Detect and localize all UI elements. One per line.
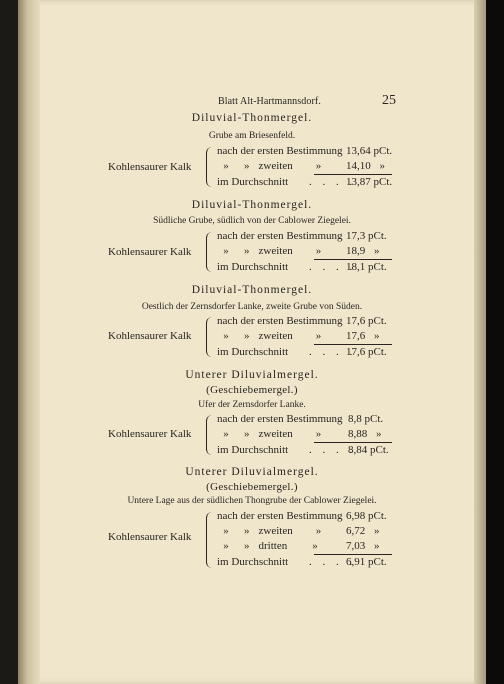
- substance-label: Kohlensaurer Kalk: [108, 531, 192, 543]
- substance-label: Kohlensaurer Kalk: [108, 330, 192, 342]
- row-label: [217, 428, 327, 440]
- row-label: [217, 525, 327, 537]
- row-value-number: 8,88: [348, 428, 368, 440]
- section-location: Untere Lage aus der südlichen Thongrube der Cablower Ziegelei.: [127, 496, 377, 506]
- ditto-mark: »: [244, 160, 250, 172]
- sum-line: [314, 174, 392, 175]
- running-header: Blatt Alt-Hartmannsdorf.: [218, 96, 321, 107]
- leader-dots: . . . .: [308, 556, 357, 568]
- page-edge: [474, 0, 486, 684]
- row-value: 8,8 pCt.: [348, 413, 384, 425]
- ditto-mark: »: [374, 330, 380, 342]
- ditto-mark: »: [379, 160, 385, 172]
- ditto-mark: »: [374, 525, 380, 537]
- row-label: nach der ersten Bestimmung: [217, 413, 343, 425]
- row-value-number: 7,03: [346, 540, 366, 552]
- ditto-mark: »: [374, 245, 380, 257]
- row-label-text: zweiten: [258, 525, 293, 537]
- sum-line: [314, 554, 392, 555]
- row-value: 13,87 pCt.: [346, 176, 393, 188]
- row-label: [217, 540, 324, 552]
- section-location: Südliche Grube, südlich von der Cablower Ziegelei.: [153, 216, 351, 226]
- brace: [206, 512, 213, 568]
- row-value-number: 17,6: [346, 330, 366, 342]
- ditto-mark: »: [374, 540, 380, 552]
- ditto-mark: »: [315, 330, 322, 342]
- row-label-text: zweiten: [258, 245, 293, 257]
- row-value: 6,91 pCt.: [346, 556, 387, 568]
- ditto-mark: »: [223, 540, 229, 552]
- book-binding: [486, 0, 504, 684]
- row-label: [217, 444, 356, 456]
- ditto-mark: »: [223, 160, 229, 172]
- brace: [206, 147, 213, 187]
- row-label-text: im Durchschnitt: [217, 176, 289, 188]
- section-title: Diluvial-Thonmergel.: [191, 199, 313, 211]
- ditto-mark: »: [376, 428, 382, 440]
- ditto-mark: »: [223, 245, 229, 257]
- leader-dots: . . . .: [308, 444, 357, 456]
- row-label: [217, 261, 356, 273]
- row-value: [348, 428, 382, 440]
- section-subtitle: (Geschiebemergel.): [206, 481, 298, 493]
- row-value: 18,1 pCt.: [346, 261, 387, 273]
- row-label: nach der ersten Bestimmung: [217, 315, 343, 327]
- row-value-number: 6,72: [346, 525, 366, 537]
- row-label-text: zweiten: [258, 160, 293, 172]
- row-value: [346, 160, 385, 172]
- ditto-mark: »: [244, 330, 250, 342]
- sum-line: [314, 259, 392, 260]
- ditto-mark: »: [315, 428, 322, 440]
- section-title: Diluvial-Thonmergel.: [191, 284, 313, 296]
- section-title: Unterer Diluvialmergel.: [185, 466, 319, 478]
- ditto-mark: »: [315, 525, 322, 537]
- row-value: 17,3 pCt.: [346, 230, 387, 242]
- row-label-text: zweiten: [258, 330, 293, 342]
- page-number: 25: [382, 93, 396, 108]
- row-label: [217, 245, 327, 257]
- row-label: nach der ersten Bestimmung: [217, 510, 343, 522]
- ditto-mark: »: [223, 428, 229, 440]
- section-location: Ufer der Zernsdorfer Lanke.: [198, 400, 306, 410]
- row-value: 17,6 pCt.: [346, 346, 387, 358]
- row-label: nach der ersten Bestimmung: [217, 145, 343, 157]
- row-label-text: im Durchschnitt: [217, 556, 289, 568]
- section-subtitle: (Geschiebemergel.): [206, 384, 298, 396]
- brace: [206, 317, 213, 357]
- section-title: Diluvial-Thonmergel.: [191, 112, 313, 124]
- row-label: [217, 160, 327, 172]
- ditto-mark: »: [244, 245, 250, 257]
- section-location: Oestlich der Zernsdorfer Lanke, zweite Grube von Süden.: [141, 302, 363, 312]
- row-value-number: 18,9: [346, 245, 366, 257]
- row-value: 13,64 pCt.: [346, 145, 393, 157]
- ditto-mark: »: [223, 330, 229, 342]
- row-label-text: im Durchschnitt: [217, 346, 289, 358]
- leader-dots: . . . .: [308, 261, 357, 273]
- substance-label: Kohlensaurer Kalk: [108, 428, 192, 440]
- row-value-number: 14,10: [346, 160, 371, 172]
- section-location: Grube am Briesenfeld.: [208, 131, 296, 141]
- brace: [206, 232, 213, 272]
- row-label: nach der ersten Bestimmung: [217, 230, 343, 242]
- row-label-text: zweiten: [258, 428, 293, 440]
- book-page: [18, 0, 486, 684]
- ditto-mark: »: [312, 540, 318, 552]
- ditto-mark: »: [244, 525, 250, 537]
- ditto-mark: »: [244, 428, 250, 440]
- sum-line: [314, 442, 392, 443]
- row-label: [217, 346, 356, 358]
- row-label: [217, 556, 356, 568]
- substance-label: Kohlensaurer Kalk: [108, 246, 192, 258]
- ditto-mark: »: [244, 540, 250, 552]
- row-label-text: im Durchschnitt: [217, 261, 289, 273]
- section-title: Unterer Diluvialmergel.: [185, 369, 319, 381]
- ditto-mark: »: [315, 245, 322, 257]
- row-value: [346, 540, 380, 552]
- leader-dots: . . . .: [308, 346, 357, 358]
- sum-line: [314, 344, 392, 345]
- row-label: [217, 330, 327, 342]
- row-value: 6,98 pCt.: [346, 510, 387, 522]
- ditto-mark: »: [223, 525, 229, 537]
- ditto-mark: »: [315, 160, 322, 172]
- row-label: [217, 176, 356, 188]
- row-value: [346, 330, 380, 342]
- substance-label: Kohlensaurer Kalk: [108, 161, 192, 173]
- row-label-text: dritten: [258, 540, 288, 552]
- leader-dots: . . . .: [308, 176, 357, 188]
- row-value: [346, 525, 380, 537]
- book-gutter: [18, 0, 40, 684]
- row-value: [346, 245, 380, 257]
- row-value: 8,84 pCt.: [348, 444, 389, 456]
- brace: [206, 415, 213, 455]
- row-label-text: im Durchschnitt: [217, 444, 289, 456]
- row-value: 17,6 pCt.: [346, 315, 387, 327]
